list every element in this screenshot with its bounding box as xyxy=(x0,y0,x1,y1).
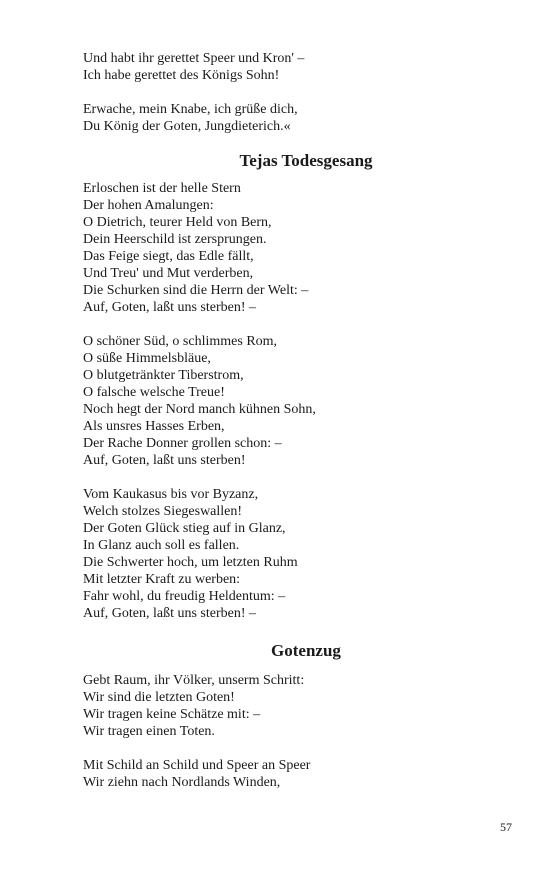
page-number: 57 xyxy=(500,820,512,834)
poem-line: Wir sind die letzten Goten! xyxy=(83,690,235,705)
intro-stanza-b xyxy=(83,101,463,135)
intro-stanza-a xyxy=(83,50,463,84)
poem-line: O Dietrich, teurer Held von Bern, xyxy=(83,215,272,230)
poem-line: Noch hegt der Nord manch kühnen Sohn, xyxy=(83,402,316,417)
poem-line: Erloschen ist der helle Stern xyxy=(83,181,241,196)
poem-line: Auf, Goten, laßt uns sterben! – xyxy=(83,300,257,315)
stanza-gap xyxy=(83,740,463,757)
gotenzug-stanza-2 xyxy=(83,757,463,791)
poem-line: Gebt Raum, ihr Völker, unserm Schritt: xyxy=(83,673,305,688)
poem-line: O süße Himmelsbläue, xyxy=(83,351,211,366)
stanza-gap xyxy=(83,316,463,333)
poem-title-tejas: Tejas Todesgesang xyxy=(239,151,373,170)
poem-line: Welch stolzes Siegeswallen! xyxy=(83,504,243,519)
poem-line: O blutgetränkter Tiberstrom, xyxy=(83,368,244,383)
poem-line: Fahr wohl, du freudig Heldentum: – xyxy=(83,589,286,604)
stanza-gap xyxy=(83,469,463,486)
poem-line: Ich habe gerettet des Königs Sohn! xyxy=(83,68,280,83)
poem-line: Das Feige siegt, das Edle fällt, xyxy=(83,249,254,264)
poem-line: In Glanz auch soll es fallen. xyxy=(83,538,240,553)
poem-line: Wir ziehn nach Nordlands Winden, xyxy=(83,775,281,790)
poem-line: Mit Schild an Schild und Speer an Speer xyxy=(83,758,311,773)
poem-line: Als unsres Hasses Erben, xyxy=(83,419,225,434)
poem-line: Auf, Goten, laßt uns sterben! xyxy=(83,453,246,468)
poem-line: O schöner Süd, o schlimmes Rom, xyxy=(83,334,278,349)
poem-line: Und Treu' und Mut verderben, xyxy=(83,266,254,281)
stanza-gap xyxy=(83,84,463,101)
poem-line: Erwache, mein Knabe, ich grüße dich, xyxy=(83,102,298,117)
tejas-stanza-3 xyxy=(83,486,463,622)
poem-line: Und habt ihr gerettet Speer und Kron' – xyxy=(83,51,305,66)
poem-line: Die Schwerter hoch, um letzten Ruhm xyxy=(83,555,298,570)
poem-line: Dein Heerschild ist zersprungen. xyxy=(83,232,267,247)
poem-line: Der Rache Donner grollen schon: – xyxy=(83,436,282,451)
poem-line: Der hohen Amalungen: xyxy=(83,198,214,213)
poem-line: Wir tragen keine Schätze mit: – xyxy=(83,707,261,722)
tejas-stanza-1 xyxy=(83,180,463,316)
poem-line: Mit letzter Kraft zu werben: xyxy=(83,572,241,587)
poem-line: Wir tragen einen Toten. xyxy=(83,724,215,739)
poem-line: Du König der Goten, Jungdieterich.« xyxy=(83,119,291,134)
poem-line: Auf, Goten, laßt uns sterben! – xyxy=(83,606,257,621)
poem-line: Der Goten Glück stieg auf in Glanz, xyxy=(83,521,286,536)
poem-line: Vom Kaukasus bis vor Byzanz, xyxy=(83,487,259,502)
poem-line: O falsche welsche Treue! xyxy=(83,385,225,400)
poem-title-gotenzug: Gotenzug xyxy=(271,641,341,660)
poem-line: Die Schurken sind die Herrn der Welt: – xyxy=(83,283,309,298)
tejas-stanza-2 xyxy=(83,333,463,469)
gotenzug-stanza-1 xyxy=(83,672,463,740)
page-content xyxy=(83,50,463,791)
